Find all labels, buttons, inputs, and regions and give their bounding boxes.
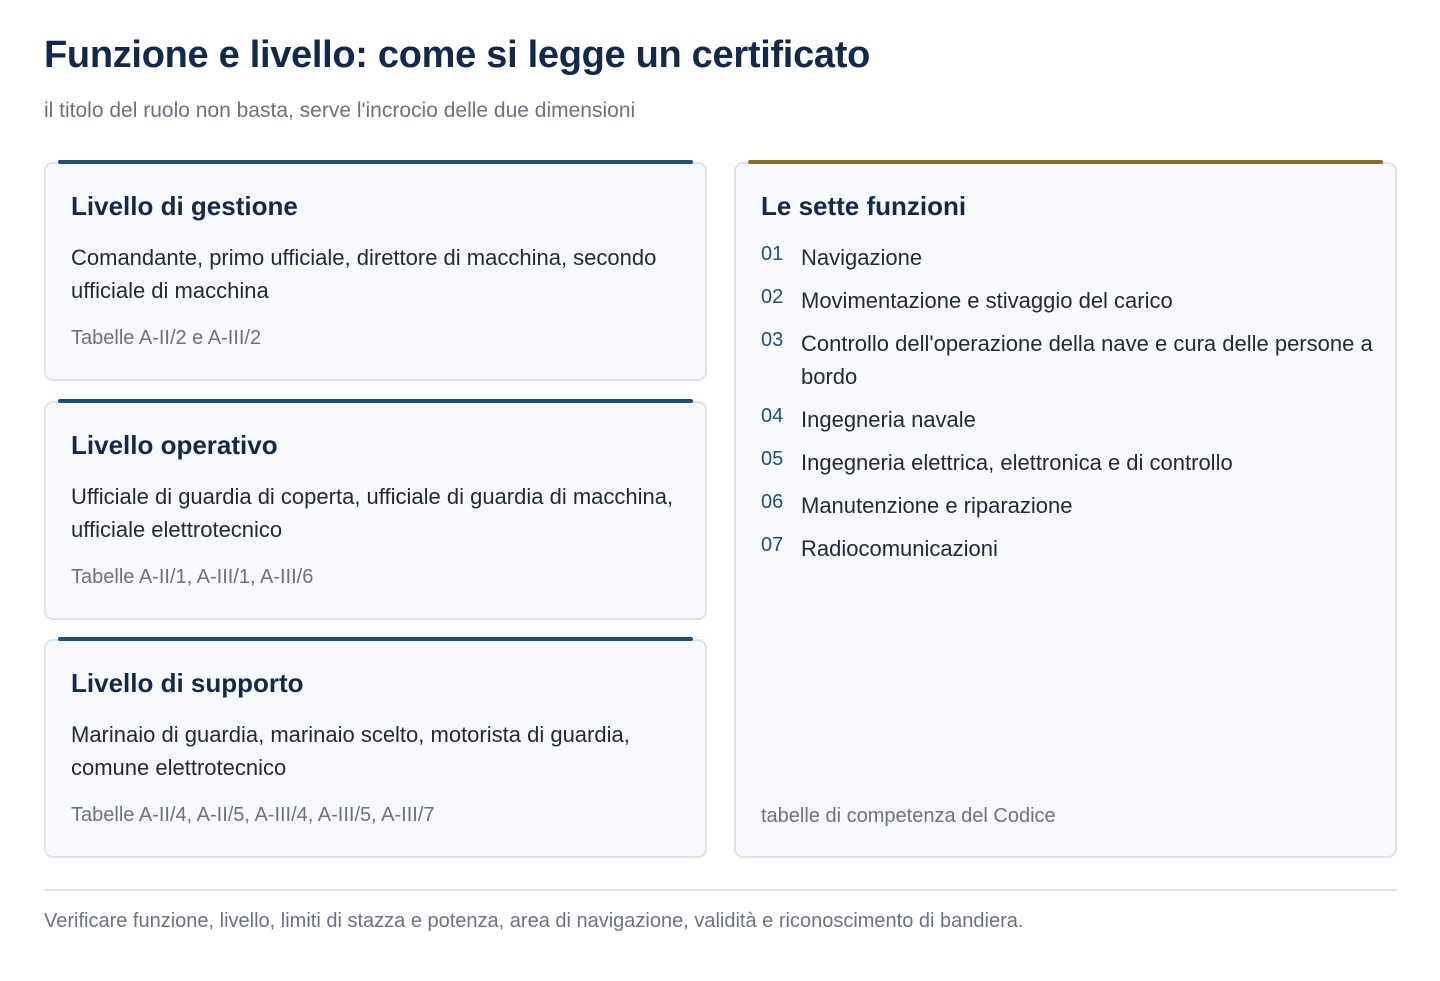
function-number: 02 (761, 286, 784, 308)
level-tables: Tabelle A-II/4, A-II/5, A-III/4, A-III/5, A-III/7 (71, 804, 435, 826)
level-roles: Ufficiale di guardia di coperta, ufficiale di guardia di macchina, ufficiale elettrotecnico (71, 484, 674, 542)
function-item (761, 489, 1381, 522)
functions-note: tabelle di competenza del Codice (761, 805, 1056, 827)
function-label: Navigazione (801, 245, 923, 270)
card-accent-bar (748, 160, 1383, 164)
function-item (761, 327, 1381, 393)
functions-card (734, 162, 1397, 858)
function-label: Controllo dell'operazione della nave e cura delle persone a bordo (801, 331, 1373, 389)
footer-divider (44, 889, 1397, 891)
function-number: 04 (761, 405, 784, 427)
level-roles: Comandante, primo ufficiale, direttore di macchina, secondo ufficiale di macchina (71, 245, 657, 303)
function-number: 05 (761, 448, 784, 470)
function-number: 06 (761, 491, 784, 513)
card-accent-bar (58, 160, 693, 164)
function-label: Movimentazione e stivaggio del carico (801, 288, 1173, 313)
level-tables: Tabelle A-II/1, A-III/1, A-III/6 (71, 566, 314, 588)
functions-list (761, 241, 1381, 575)
footer-note: Verificare funzione, livello, limiti di stazza e potenza, area di navigazione, validità e riconoscimento di bandiera. (44, 910, 1024, 932)
function-label: Radiocomunicazioni (801, 536, 998, 561)
level-roles: Marinaio di guardia, marinaio scelto, motorista di guardia, comune elettrotecnico (71, 722, 630, 780)
function-number: 07 (761, 534, 784, 556)
card-accent-bar (58, 637, 693, 641)
level-title: Livello operativo (71, 430, 278, 460)
function-label: Ingegneria navale (801, 407, 976, 432)
function-item (761, 532, 1381, 565)
level-tables: Tabelle A-II/2 e A-III/2 (71, 327, 262, 349)
page-title: Funzione e livello: come si legge un certificato (44, 34, 870, 76)
function-item (761, 446, 1381, 479)
function-number: 01 (761, 243, 784, 265)
function-item (761, 284, 1381, 317)
function-item (761, 403, 1381, 436)
level-card-operational (44, 401, 707, 620)
level-card-management (44, 162, 707, 381)
function-number: 03 (761, 329, 784, 351)
function-label: Ingegneria elettrica, elettronica e di controllo (801, 450, 1233, 475)
page-subtitle: il titolo del ruolo non basta, serve l'incrocio delle due dimensioni (44, 99, 636, 122)
functions-title: Le sette funzioni (761, 191, 967, 221)
function-item (761, 241, 1381, 274)
level-title: Livello di supporto (71, 668, 304, 698)
level-card-support (44, 639, 707, 858)
card-accent-bar (58, 399, 693, 403)
page (44, 0, 1397, 981)
function-label: Manutenzione e riparazione (801, 493, 1073, 518)
level-title: Livello di gestione (71, 191, 298, 221)
